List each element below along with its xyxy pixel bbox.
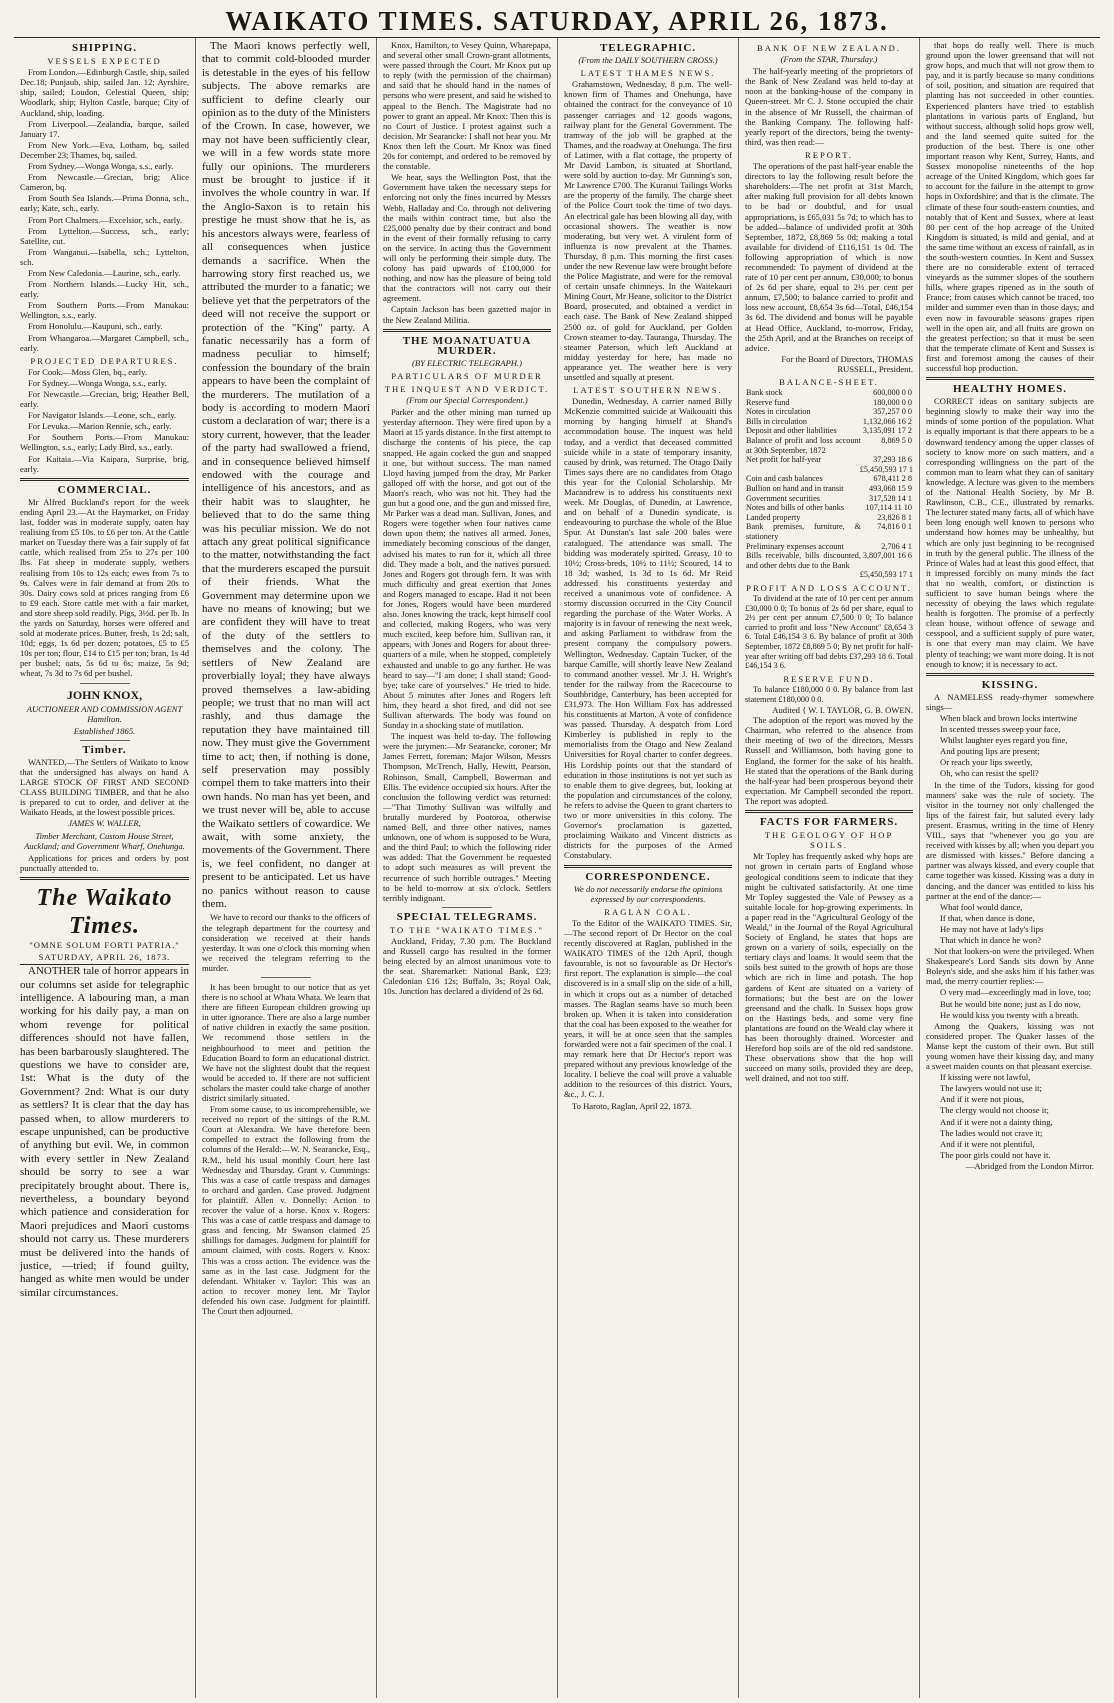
balance-row <box>745 494 913 504</box>
separator <box>442 907 492 908</box>
vessel-entry: From Lyttelton.—Success, sch., early; Satellite, cut. <box>20 225 189 246</box>
paper-date: SATURDAY, APRIL 26, 1873. <box>38 952 171 963</box>
telegraphic-heading: TELEGRAPHIC. <box>599 42 697 54</box>
poem-line: That which in dance he won? <box>940 934 1041 945</box>
balance-amount: 3,807,001 16 6 <box>862 551 912 561</box>
paper-motto: "OMNE SOLUM FORTI PATRIA." <box>29 939 180 950</box>
murder-subheading-2: THE INQUEST AND VERDICT. <box>384 384 550 394</box>
report-heading: REPORT. <box>805 149 853 160</box>
balance-item: Bank premises, furniture, & stationery <box>746 522 861 541</box>
vessel-entry: From Sydney.—Wonga Wonga, s.s., early. <box>28 161 174 172</box>
vessel-entry: From Port Chalmers.—Excelsior, sch., early. <box>28 214 182 225</box>
homes-text: CORRECT ideas on sanitary subjects are beginning slowly to make their way into the minds of some portion of the population. What is equally important is that there appears to be a downward tendency among the upper classes of society to know more on such matters, and a corresponding willingness on the part of the common man to learn what they can of sanitary knowledge. A lecture was given to the members of the National Health Society, by Mr B. Rawlinson, C.B., C.E., illustrated by remarks. The lecturer stated many facts, all of which have been long enough well known to persons who understand how homes may be unhealthy, but which are only just beginning to be recognised in truth by the general public. The illness of the Prince of Wales had at least this good effect, that it impressed forcibly on many minds the fact that no wealth, comfort, or distinction is sufficient to save human beings where the necessity of obeying the laws which regulate health is forgotten. The promise of a perfectly clean house, without offence of sewage and cesspool, and a sufficient supply of pure water, is one that every man may claim. We have plenty of teaching; we want more doing. It is not enough to know; it is necessary to act. <box>926 396 1094 669</box>
southern-heading: LATEST SOUTHERN NEWS. <box>573 385 723 396</box>
balance-row <box>745 417 913 427</box>
column-5 <box>738 38 919 1698</box>
paper-title: The Waikato Times. <box>36 884 173 939</box>
balance-amount: 600,000 0 0 <box>873 388 912 398</box>
balance-row <box>745 503 913 513</box>
poem-line: The lawyers would not use it; <box>940 1083 1042 1094</box>
balance-row <box>745 484 913 494</box>
column-6 <box>919 38 1100 1698</box>
poem-line: If kissing were not lawful, <box>940 1072 1031 1083</box>
balance-item: Landed property <box>746 512 801 522</box>
vessel-entry: From Northern Islands.—Lucky Hit, sch., early. <box>20 279 189 300</box>
balance-row <box>745 426 913 436</box>
departure-entry: For Sydney.—Wonga Wonga, s.s., early. <box>28 377 167 388</box>
section-rule <box>20 478 189 481</box>
vessel-entry: From Whangaroa.—Margaret Campbell, sch., early. <box>20 332 189 353</box>
balance-amount: 1,132,066 16 2 <box>862 416 912 426</box>
balance-item: Coin and cash balances <box>746 474 823 484</box>
special-telegrams-sub: TO THE "WAIKATO TIMES." <box>389 924 545 935</box>
timber-heading: Timber. <box>82 743 127 756</box>
separator <box>80 683 130 684</box>
kissing-poem-3 <box>926 987 1094 1019</box>
poem-line: He would kiss you twenty with a breath. <box>940 1009 1079 1020</box>
balance-amount: 37,293 18 6 <box>873 455 912 465</box>
raglan-text: To the Editor of the WAIKATO TIMES. Sir,—The second report of Dr Hector on the coal recently discovered at Raglan, published in the WAIKATO TIMES of the 12th April, though favourable, is not so favourable as Dr Hector's first report. The explanation is simple—the coal discovered is in a small slip on the side of a hill, in which it crops out as a number of detached masses. The Raglan seams have so much been broken up. When it is taken into consideration that the coal has been exposed to the weather for years, it will be at once seen that the samples forwarded were not a fair specimen of the coal. I may remark here that Dr Hector's report was prepared without any previous knowledge of the locality. I believe the coal will prove a valuable addition to the resources of this district. Yours, &c., J. C. J. <box>564 917 732 1100</box>
raglan-heading: RAGLAN COAL. <box>604 906 692 917</box>
poem-line: And if it were not pious, <box>940 1094 1025 1105</box>
court-continued: Knox, Hamilton, to Vesey Quinn, Wharepapa, and several other small Crown-grant allotments, were passed through the Court. Mr Knox put up to reply (with the permission of the chairman) and said that he should hand in the names of persons who were present, and said he wished to appeal to the Bench. The Magistrate had no power to grant an appeal. Mr Knox: Then this is no Court of Justice. I protest against such a decision. Mr Searancke: I shall not hear you. Mr Knox then left the Court. Mr Knox was fined 20s for contempt, and ordered to be removed by the constable. <box>383 40 551 172</box>
departure-entry: For Southern Ports.—From Manukau: Wellington, s.s., early; Lady Bird, s.s., early. <box>20 432 189 453</box>
column-2 <box>195 38 376 1698</box>
poem-line: What fool would dance, <box>940 901 1023 912</box>
facts-heading: FACTS FOR FARMERS. <box>759 816 899 829</box>
vessel-entry: From Wanganui.—Isabella, sch.; Lyttelton, sch. <box>20 246 189 267</box>
murder-subheading-1: PARTICULARS OF MURDER <box>391 370 543 381</box>
vessel-entry: From New York.—Eva, Lotham, bq, sailed December 23; Thames, bq, sailed. <box>20 139 189 160</box>
balance-amount: 678,411 2 8 <box>873 474 912 484</box>
balance-amount: 23,826 8 1 <box>877 512 912 522</box>
kissing-intro: A NAMELESS ready-rhymer somewhere sings— <box>926 691 1094 712</box>
balance-row <box>745 542 913 552</box>
reserve-heading: RESERVE FUND. <box>783 673 875 684</box>
balance-row <box>745 398 913 408</box>
balance-row <box>745 551 913 570</box>
leader-note: We have to record our thanks to the officers of the telegraph department for the courtesy and consideration we received at their hands yesterday. It was one o'clock this morning when we received the telegram referring to the murder. <box>202 912 370 973</box>
vessel-entry: From London.—Edinburgh Castle, ship, sailed Dec.18; Punjaub, ship, sailed Jan. 12; Ayrshire, ship, sailed; Loudon, Celestial Queen, ship; Woodlark, ship; Hylton Castle, barque; City of Auckland, ship, loading. <box>20 67 189 118</box>
homes-heading: HEALTHY HOMES. <box>952 383 1068 396</box>
profit-loss-text: To dividend at the rate of 10 per cent per annum £30,000 0 0; To bonus of 2s 6d per share, equal to 2½ per cent per annum £7,500 0 0; To balance carried to profit and loss "New Account" £8,654 3 6. Total £46,154 3 6. By balance of profit at 30th September, 1872 £8,869 5 0; By net profit for half-year after writing off bad debts £37,293 18 6. Total £46,154 3 6. <box>745 594 913 671</box>
special-telegrams-text: Auckland, Friday, 7.30 p.m. The Buckland and Russell cargo has resulted in the former being elected by an almost unanimous vote to the seat. Sharemarket: National Bank, £23; Caledonian £16 12s; Buffalo, 3s; Royal Oak, 10s. Junction has declared a dividend of 2s 6d. <box>383 935 551 997</box>
poem-line: In scented tresses sweep your face, <box>940 724 1061 735</box>
separator <box>261 977 311 978</box>
balance-debit-table <box>745 388 913 465</box>
departure-entry: For Levuka.—Marion Rennie, sch., early. <box>28 421 172 432</box>
poem-line: The poor girls could not have it. <box>940 1149 1051 1160</box>
vessel-entry: From Liverpool.—Zealandia, barque, sailed January 17. <box>20 118 189 139</box>
section-rule <box>745 810 913 813</box>
commercial-heading: COMMERCIAL. <box>57 483 152 496</box>
audited-by: Audited { W. I. TAYLOR, G. B. OWEN. <box>772 705 913 716</box>
kissing-heading: KISSING. <box>981 678 1039 691</box>
profit-loss-heading: PROFIT AND LOSS ACCOUNT. <box>746 582 912 593</box>
balance-row <box>745 436 913 455</box>
balance-row <box>745 513 913 523</box>
balance-amount: 8,869 5 0 <box>881 436 912 446</box>
vessel-entry: From Honolulu.—Kaupuni, sch., early. <box>28 321 163 332</box>
militia-paragraph: Captain Jackson has been gazetted major in the New Zealand Militia. <box>383 304 551 325</box>
balance-item: Bank stock <box>746 388 783 398</box>
school-paragraph: It has been brought to our notice that as yet there is no school at Whata Whata. We learn that there are fifteen European children growing up in utter ignorance. There are also a large number of native children in exactly the same position. We recommend those settlers in the neighbourhood to meet and petition the Education Board to form an educational district. We have not the slightest doubt that the request would be acceded to. If there are not sufficient scholars the master could take charge of another district similarly situated. <box>202 981 370 1103</box>
facts-text: Mr Topley has frequently asked why hops are not grown in certain parts of England whose geological conditions seem to indicate that they might be cultivated satisfactorily. At one time Mr Topley suggested the Vale of Pewsey as a suitable locale for hop-growing experiments. In a paper read in the "Agricultural Geology of the Weald," in the Journal of the Royal Agricultural Society of England, he states that hops are grown on a variety of soils, especially on the tertiary clays and loams. It would seem that the soils best suited to the growth of hops are those which are rich in lime and potash. The hop gardens of Kent are situated on a variety of formations; but the best are on the lower greensand and the chalk. In Sussex hops grow on the Hastings beds, and some very fine plantations are found on the Weald clay where it has been thoroughly drained. Worcester and Hereford hop soils are of the old red sandstone. These observations show that the hop will succeed on many soils, provided they are deep, well drained, and not too stiff. <box>745 851 913 1084</box>
poem-line: And if it were not plentiful, <box>940 1138 1035 1149</box>
knox-name: JOHN KNOX, <box>66 687 143 702</box>
poem-line: Or reach your lips sweetly, <box>940 757 1033 768</box>
knox-title: AUCTIONEER AND COMMISSION AGENT Hamilton. <box>26 703 183 724</box>
balance-item: Net profit for half-year <box>746 455 822 465</box>
balance-heading: BALANCE-SHEET. <box>779 377 879 387</box>
balance-row <box>745 407 913 417</box>
thames-heading: LATEST THAMES NEWS. <box>580 68 716 79</box>
departure-entry: For Navigator Islands.—Leone, sch., early. <box>28 410 177 421</box>
kissing-poem-1 <box>926 713 1094 779</box>
murder-source: (From our Special Correspondent.) <box>406 395 528 406</box>
balance-item: Notes and bills of other banks <box>746 503 845 513</box>
balance-item: Preliminary expenses account <box>746 541 844 551</box>
shipping-heading: SHIPPING. <box>72 42 137 54</box>
meeting-text: The adoption of the report was moved by the Chairman, who referred to the absence from their meeting of two of the directors, Messrs Russell and Williamson, both having gone to England, the former for the sake of his health. He stated that the operations of the Bank during the half-year had been prosperous beyond their expectation. Mr Campbell seconded the report. The report was adopted. <box>745 715 913 806</box>
thames-text: Grahamstown, Wednesday, 8 p.m. The well-known firm of Thames and Onehunga, have obtained the contract for the conveyance of 10 passenger carriages and 12 goods wagons, railway plant for the General Government. The tramway of the job will be graphed at the Thames, and the roadway at Onehunga. The first of Latimer, with a flat cottage, the property of Mr David Lambon, is situated at Shortland, were sold by auction to-day. Mr Gunning's son, Mr Lawrence £700. The Kuranui Tailings Works are the property of the family. The charge sheet of the Police Court took the time of two days. An electrical gale has been blowing all day, with occasional showers. The weather is now moderating, but very wet. A virulent form of influenza is now prevalent at the Thames. Thursday, 8 p.m. This morning the first cases under the new Revenue law were brought before the Police Magistrate, and were for the removal of certain unsafe chimneys. In the Waitekauri Mining Court, Mr Heane, solicitor to the District Board, prosecuted, and obtained a verdict in each case. The Bank of New Zealand shipped 2500 oz. of gold for Auckland, per Golden Crown steamer to-day. Tauranga, Thursday. The steamer Paterson, which left Auckland at midday yesterday for here, has made no appearance yet. The weather here is very unsettled and squally at present. <box>564 79 732 382</box>
kissing-text-3: Among the Quakers, kissing was not considered proper. The Quaker lasses of the Manse kept the custom of their own. But still young women have their kissing day, and many a sweet maiden counts on that pleasant exercise. <box>926 1020 1094 1072</box>
murder-byline: (BY ELECTRIC TELEGRAPH.) <box>411 357 523 368</box>
column-3 <box>376 38 557 1698</box>
balance-amount: 180,000 0 0 <box>873 397 912 407</box>
bank-heading: BANK OF NEW ZEALAND. <box>757 43 901 53</box>
balance-amount: 357,257 0 0 <box>873 407 912 417</box>
balance-debit-total: £5,450,593 17 1 <box>859 464 913 474</box>
poem-line: The ladies would not crave it; <box>940 1127 1043 1138</box>
section-rule <box>926 377 1094 380</box>
report-signature: For the Board of Directors, THOMAS RUSSELL, President. <box>781 353 913 374</box>
vessel-entry: From New Caledonia.—Laurine, sch., early. <box>28 267 181 278</box>
correspondence-heading: CORRESPONDENCE. <box>585 870 711 883</box>
balance-amount: 493,068 15 9 <box>869 484 912 494</box>
kissing-poem-4 <box>926 1072 1094 1160</box>
departures-heading: PROJECTED DEPARTURES. <box>30 355 179 366</box>
poem-line: Oh, who can resist the spell? <box>940 768 1039 779</box>
balance-item: Bills in circulation <box>746 416 807 426</box>
government-paragraph: We hear, says the Wellington Post, that the Government have taken the necessary steps for enforcing not only the fines incurred by Messrs Webb, Halladay and Co. through not delivering the mails within contract time, but also the £25,000 penalty due by their contract and bond in the event of their formally refusing to carry on the service. In acting thus the Government will only be performing their simple duty. The colony has paid upwards of £100,000 for nothing, and now has the pleasure of being told that the contractors will not carry out their agreement. <box>383 172 551 304</box>
poem-line: He may not have at lady's lips <box>940 923 1044 934</box>
poem-line: And pouting lips are present; <box>940 746 1040 757</box>
balance-amount: 2,706 4 1 <box>881 541 912 551</box>
southern-text: Dunedin, Wednesday. A carrier named Billy McKenzie committed suicide at Waikouaiti this morning by hanging himself at Shand's accommodation house. The inquest was held today, and a verdict that deceased committed suicide while in a state of temporary insanity, caused by drink, was returned. The Otago Daily Times says there are no candidates from Otago this year for the Colonial Scholarship. Mr Macandrew is to address his constituents next week. Mr Douglas, of Dunedin, at Lawrence, and on behalf of a Dunedin syndicate, is endeavouring to purchase the whole of the Blue Spur. At Dunstan's last sale 200 bales were catalogued. The attendance was small. The bidding was moderately spirited. Greasy, 10 to 10½; Cross-breds, 10½ to 11½; Scoured, 14 to 18 3d; washed, 1s 3d to 1s 6d. Mr Reid addressed his constituents yesterday and received a unanimous vote of confidence. A stormy discussion occurred in the City Council regarding the purchase of the Water Works. A majority is in favour of renewing the next week, and asking Parliament to withdraw from the present company the compulsory powers. Wellington, Wednesday. Captain Tucker, of the barque Camille, will shortly leave New Zealand to command another vessel. Mr J. H. Wright's tender for the railway from the Racecourse to Southbridge, Canterbury, has been accepted for £31,973. The Hon William Fox has addressed his constituents at Marton. A vote of confidence was passed. Thursday. A despatch from Lord Kimberley is published in reply to the memorialists from the Otago and New Zealand Universities for Royal charter to confer degrees. His Lordship points out that the standard of education in those institutions is not yet such as to enable them to give degrees, but, looking at the population and circumstances of the colony, he refers to advise the Queen to grant charters to two or more universities in this colony. The Governor's proclamation is gazetted, proclaiming Waikato and Vincent districts as districts for the purposes of the Armed Constabulary. <box>564 396 732 861</box>
column-1 <box>14 38 195 1698</box>
kissing-poem-2 <box>926 902 1094 945</box>
section-rule <box>926 673 1094 676</box>
separator <box>80 740 130 741</box>
inquest-text: The inquest was held to-day. The following were the jurymen:—Mr Searancke, coroner; Mr James Ferrett, foreman; Major Wilson, Messrs Thompson, McTrench, Hally, Hewitt, Pearson, Robinson, Small, Campbell, Bowerman and Ellis. The evidence occupied six hours. After the conclusion the following verdict was returned:—"That Timothy Sullivan was wilfully and brutally murdered by Pootoroa, otherwise named Bell, and three other natives, names unknown, one of whom is supposed to be Wura, and the third Paul; to which the following rider was added: That the Government be requested to adopt such measures as will prevent the recurrence of such horrible outrages." Meeting to be held to-morrow at six o'clock. Settlers terribly indignant. <box>383 731 551 903</box>
timber-text: WANTED,—The Settlers of Waikato to know that the undersigned has always on hand A LARGE STOCK OF FIRST AND SECOND CLASS BUILDING TIMBER, and that he also is prepared to cut to order, and deliver at the Waikato Heads, at the lowest possible prices. <box>20 756 189 818</box>
poem-line: If that, when dance is done, <box>940 912 1035 923</box>
vessels-heading: VESSELS EXPECTED <box>47 56 162 67</box>
balance-item: Reserve fund <box>746 397 790 407</box>
special-telegrams-heading: SPECIAL TELEGRAMS. <box>396 910 538 923</box>
poem-line: But he would bite none; just as I do now, <box>940 998 1081 1009</box>
balance-item: Bullion on hand and in transit <box>746 484 844 494</box>
correspondence-note: We do not necessarily endorse the opinions expressed by our correspondents. <box>573 883 723 904</box>
balance-amount: 317,528 14 1 <box>869 493 912 503</box>
murder-text: Parker and the other mining man turned up yesterday afternoon. They were fired upon by a Maori at 15 yards distance. In the first attempt to discharge the contents of his piece, the cap snapped. He again cocked the gun and snapped it one, but without success. The man named Lloyd having jumped from the dray, Mr Parker galloped off with the horse, and got out of the Maori's reach, who was not hit. They had the gun but a good one, and the gun and missed fire, Mr Parker was a dead man. Sullivan, Jones, and Rogers were together when four natives came down upon them; the natives all armed. Jones, immediately becoming conscious of the danger, advised his mates to run for it, which all three did. They made a bolt, and the natives pursued. Jones and Rogers got through fern. It was with much difficulty and great exertion that Jones and Rogers managed to escape. Had it not been for Jones, Rogers would have been murdered also. Jones knowing the track, kept himself cool and collected, making Rogers, who was very much excited, keep before him. Sullivan ran, it appears, with Jones and Rogers for about three-quarters of a mile, when he stopped, completely exhausted and unable to go any further. He was heard to say—"I am done; I shall stand; Good-bye; take care of yourselves." He tried to hide. About 5 minutes after Jones and Rogers left him, they heard a shot fired, and did not see Sullivan afterwards. The body was found on Sunday in a shocking state of mutilation. <box>383 407 552 731</box>
poem-line: The clergy would not choose it; <box>940 1105 1049 1116</box>
poem-line: And if it were not a dainty thing, <box>940 1116 1053 1127</box>
balance-row <box>745 388 913 398</box>
bank-text: The half-yearly meeting of the proprietors of the Bank of New Zealand was held to-day at noon at the banking-house of the company in Queen-street. Mr C. J. Stone occupied the chair in the absence of Mr Russell, the chairman of the Banking Company. The following half-yearly report of the directors, being the twenty-third, was then read:— <box>745 66 913 147</box>
departure-entry: For Kaitaia.—Via Kaipara, Surprise, brig, early. <box>20 453 189 474</box>
vessel-entry: From South Sea Islands.—Prima Donna, sch., early; Kate, sch., early. <box>20 193 189 214</box>
leader-continued: The Maori knows perfectly well, that to commit cold-blooded murder is detestable in the eyes of his fellow subjects. The above remarks are sufficient to define clearly our opinion as to the duty of the Ministers of the Crown. In case, however, we may not have been sufficiently clear, we will in a few words state more fully our opinions. The murderers must be brought to justice if it involves the whole country in war. If the Anglo-Saxon is to retain his prestige he must show that he is, as his ancestors always were, fearless of all consequences when justice demands a sacrifice. When the harrowing story first reached us, we attributed the murder to a fanatic; we believe yet that the perpetrators of the deed will not receive the support or protection of the "King" party. A fanatic necessarily has a form of madness peculiar to himself; confession the boundary of the brain appears to have been the complaint of the murderers. The mutilation of a body is according to modern Maori custom a declaration of war; there is a story current, however, that the leader of the party had swallowed a friend, and in consequence believed himself endowed with the courage and intelligence of his ancestors, and as their habit was to slaughter, he believed that to do the same thing was his peculiar mission. We do not attach any great political significance to the matter, notwithstanding the fact that the murderers escaped the pursuit of their friends. What the Government may determine upon we have no means of knowing; but we are confident they will have to treat of the duty of the settlers to themselves and the colony. The settlers of New Zealand are proverbially loyal; they have always proved themselves a law-abiding people; we trust that no man will act rashly, and thus damage the reputation they have maintained till now. They must give the Government time to act; then, if nothing is done, self preservation may possibly compel them to take matters into their own hands. No man has yet been, and we trust never will be, able to accuse the Waikato settlers of cowardice. We await, with some anxiety, the movements of the Government. There is, we feel confident, no danger at present to be anticipated. Let us have no panics without reason to cause them. <box>202 40 370 910</box>
murder-heading: THE MOANATUATUA MURDER. <box>402 334 532 357</box>
balance-row <box>745 474 913 484</box>
balance-amount: 107,114 11 10 <box>865 503 912 513</box>
poem-line: Whilst laughter eyes regard you fine, <box>940 735 1068 746</box>
kissing-text: In the time of the Tudors, kissing for good manners' sake was the rule of society. The visitor in the tourney not only challenged the lips of the fairest fair, but saluted every lady present. Erasmus, writing in the time of Henry VIII., says that "whenever you go you are received with kisses by all; when you depart you are dismissed with kisses." Before dancing a partner was always kissed, and every couple that came together was kissed. Kissing was a duty in dancing, and the dancer was entitled to kiss his partner at the end of the dance:— <box>926 779 1094 901</box>
report-text: The operations of the past half-year enable the directors to lay the following result before the shareholders:—The net profit at 31st March, after making full provision for all debts known to be bad or doubtful, and for usual appropriations, is £65,031 5s 7d; to which has to be added—balance of undivided profit at 30th September, 1872, £8,869 5s 0d; making a total available for dividend of £116,151 1s 0d. The following appropriation of which is now recommended: To payment of dividend at the rate of 10 per cent per annum, £30,000; to bonus of 2s 6d per share, equal to 2½ per cent per annum, £7,500; to balance carried to profit and loss new account, £8,654 3s 6d—Total, £46,154 3s 6d. The dividend and bonus will be payable at Head Office, Auckland, to-morrow, Friday, the 25th April, and at the Branches on receipt of advice. <box>745 161 913 353</box>
balance-item: Notes in circulation <box>746 407 811 417</box>
poem-line: When black and brown locks intertwine <box>940 713 1078 723</box>
balance-item: Deposit and other liabilities <box>746 426 837 436</box>
section-rule <box>383 329 551 332</box>
section-rule <box>564 865 732 868</box>
balance-credit-table <box>745 474 913 570</box>
balance-sheet <box>745 388 913 580</box>
commercial-text: Mr Alfred Buckland's report for the week ending April 23.—At the Haymarket, on Friday last, fodder was in moderate supply, oaten hay realising from £5 10s. to £6 per ton. At the Cattle market on Tuesday there was a fair supply of fat cattle, which realised from 25s to 27s per 100 lbs. Fat sheep in moderate supply, wethers realising from 10s to 12s each; ewes from 7s to 9s. Calves were in fair demand at from 20s to 30s. Dairy cows sold at prices ranging from £6 to £9 each. Store cattle met with a fair market, and store sheep sold readily. Pigs, 3½d. per lb. In the yards on Saturday, horses were offered and sold at moderate prices. Butter, fresh, 1s 2d; salt, 10d; eggs, 1s 6d per dozen; potatoes, £5 to £5 10s per ton; flour, £14 to £15 per ton; bran, 1s 4d per bushel; oats, 5s 6d to 6s; maize, 5s 9d; wheat, 7s 3d to 7s 6d per bushel. <box>20 496 189 679</box>
column-4 <box>557 38 738 1698</box>
telegraphic-source: (From the DAILY SOUTHERN CROSS.) <box>578 55 718 66</box>
vessel-entry: From Newcastle.—Grecian, brig; Alice Cameron, bq. <box>20 172 189 193</box>
timber-note: Applications for prices and orders by post punctually attended to. <box>20 852 189 873</box>
balance-row <box>745 455 913 465</box>
departure-entry: For Cook.—Moss Glen, bq., early. <box>28 366 148 377</box>
timber-name: JAMES W. WALLER, <box>68 818 141 829</box>
timber-address: Timber Merchant, Custom House Street, Auckland; and Government Wharf, Onehunga. <box>24 830 185 851</box>
raglan-date: To Haroto, Raglan, April 22, 1873. <box>572 1100 692 1111</box>
page-masthead: WAIKATO TIMES. SATURDAY, APRIL 26, 1873. <box>225 6 889 36</box>
departures-list <box>20 367 189 474</box>
hops-text: that hops do really well. There is much ground upon the lower greensand that will not grow hops, and much that will not grow them to pay, and it is partly because so many conditions of soil, position, and situation are required that planting has not succeeded in other counties. Experienced planters have tried to establish plantations in various parts of England, but without success, although solid hops grow well, and the land seemed quite suited for the production of the best. There is one other important reason why Kent, Surrey, Hants, and Sussex monopolise nineteenths of the hop acreage of the United Kingdom, which goes far to account for the failure in the attempt to grow hops in Oxfordshire; and that is the climate. The climate of these four south-eastern counties, and notably that of Kent and Sussex, where at least 80 per cent of the hop acreage of the United Kingdom is situated, is mild and genial, and at the same time without an excess of rainfall, as in the south-western counties. In Kent and Sussex there are no considerable extent of terraced vineyards as the summer slopes of the southern hills, where grapes ripened as in the south of France; from causes which cannot be traced, too milder and summer even than in those days; and even now in favourable seasons grapes ripen well in the open air, and all fruits are grown on the greatest perfection; so that it must be seen that the temperate climate of Kent and Sussex is first and foremost among the causes of their successful hop production. <box>926 40 1094 373</box>
column-grid <box>14 38 1100 1698</box>
balance-row <box>745 522 913 541</box>
balance-credit-total: £5,450,593 17 1 <box>859 570 913 580</box>
court-paragraph: From some cause, to us incomprehensible, we received no report of the sittings of the R.M. Court at Alexandra. We have therefore been compelled to extract the following from the columns of the Herald:—W. N. Searancke, Esq., R.M., held his usual monthly Court here last Wednesday and Thursday. Grant v. Cummings: This was a case of cattle trespass and damages to orchard and garden. Case proved. Judgment for plaintiff. Allen v. Donnelly: Action to recover the value of a horse. Knox v. Rogers: This was a case of cattle trespass and damage to grass and fencing. Mr Swanson claimed 25 shillings for damages. Judgment for plaintiff for amount claimed, with costs. Rogers v. Knox: This was a cross action. The evidence was the same as in the last case. Judgment for the defendant. Whitaker v. Taylor: This was an action to recover money lent. Mr Taylor defended his own case. Judgment for plaintiff. The Court then adjourned. <box>202 1104 370 1316</box>
knox-established: Established 1865. <box>73 725 136 736</box>
balance-amount: 74,816 0 1 <box>877 522 912 532</box>
departure-entry: For Newcastle.—Grecian, brig; Heather Bell, early. <box>20 389 189 410</box>
kissing-source: —Abridged from the London Mirror. <box>965 1160 1094 1171</box>
bank-source: (From the STAR, Thursday.) <box>780 54 878 65</box>
balance-item: Government securities <box>746 493 820 503</box>
balance-amount: 3,135,091 17 2 <box>862 426 912 436</box>
leader-text: ANOTHER tale of horror appears in our columns set aside for telegraphic intelligence. A labouring man, a man working for his daily pay, a man on whom revenge for political differences should not have fallen, has been barbarously slaughtered. The questions we have to consider are, 1st: What is the duty of the Government? 2nd: What is our duty as settlers? It is clear that the day has passed when, to allow murderers to escape unpunished, can be productive of anything but evil. We, in common with every settler in New Zealand should be sorry to see a war precipitately brought about. There is, nevertheless, a boundary beyond which patience and consideration for Maori prejudices and Maori customs should not carry us. These murderers must be delivered into the hands of justice, —tried; if found guilty, hanged as white men would be under similar circumstances. <box>20 965 189 1299</box>
vessels-list <box>20 67 189 353</box>
reserve-text: To balance £180,000 0 0. By balance from last statement £180,000 0 0. <box>745 684 913 704</box>
balance-item: Bills receivable, bills discounted, and other debts due to the Bank <box>746 551 861 570</box>
vessel-entry: From Southern Ports.—From Manukau: Wellington, s.s., early. <box>20 300 189 321</box>
section-rule <box>20 877 189 880</box>
poem-line: O very mad—exceedingly mad in love, too; <box>940 987 1092 998</box>
kissing-text-2: Not that lookers-on were the privileged. When Shakespeare's Lord Sands sits down by Anne Boleyn's side, and she asks him if his father was mad, the merry courtier replies:— <box>926 946 1094 987</box>
balance-item: Balance of profit and loss account at 30th September, 1872 <box>746 436 861 455</box>
facts-subheading: THE GEOLOGY OF HOP SOILS. <box>764 830 894 851</box>
